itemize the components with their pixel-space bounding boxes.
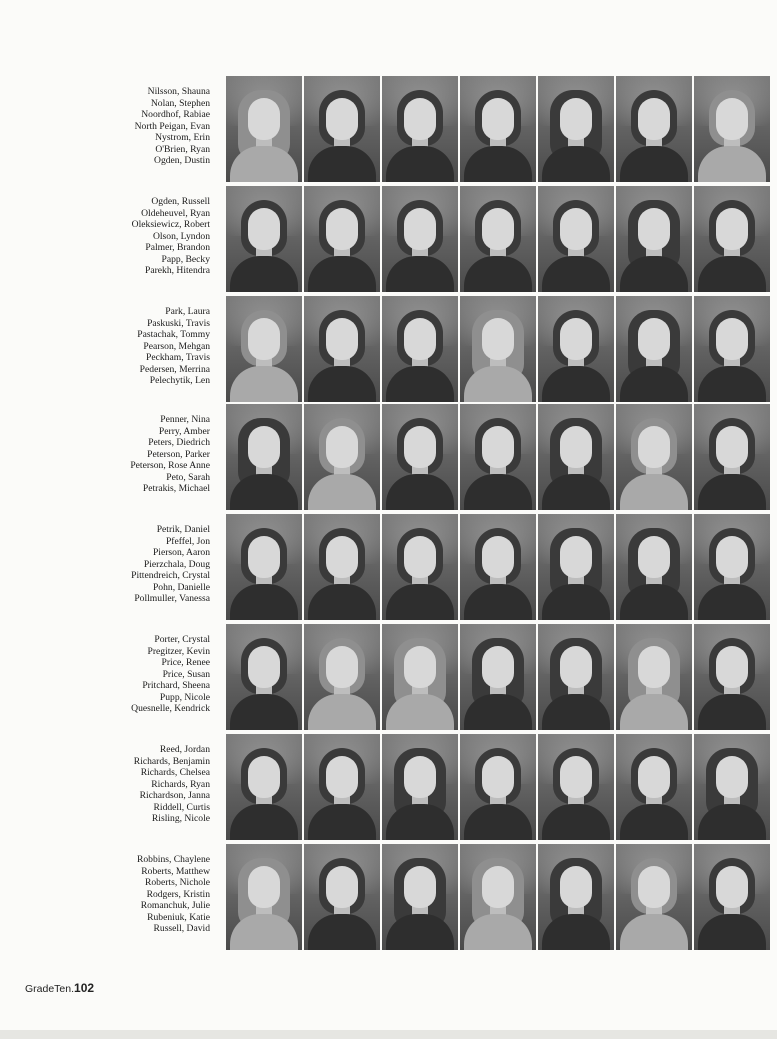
student-name: Pollmuller, Vanessa [134,593,210,604]
student-portrait [616,404,692,510]
footer-page-number: 102 [74,981,95,995]
student-portrait [304,514,380,620]
footer-section: GradeTen. [25,983,75,995]
student-portrait [460,296,536,402]
student-portrait [616,296,692,402]
student-portrait [226,404,302,510]
student-name: Olson, Lyndon [152,230,210,242]
student-portrait [616,186,692,292]
student-name: Nolan, Stephen [150,97,210,109]
page-edge [0,1030,777,1039]
student-name: Penner, Nina [160,414,210,425]
student-name: Oldeheuvel, Ryan [141,207,210,219]
student-portrait [226,76,302,182]
student-name: Richards, Ryan [151,778,210,790]
student-name: Price, Renee [161,657,210,668]
student-name: Richards, Benjamin [133,755,210,767]
student-name: Papp, Becky [161,253,210,265]
student-portrait [304,844,380,950]
student-portrait [382,296,458,402]
student-portrait [616,514,692,620]
student-name: Nystrom, Erin [155,132,210,143]
student-name: Pierson, Aaron [152,547,210,558]
student-portrait [382,514,458,620]
student-portrait [694,624,770,730]
student-portrait [226,296,302,402]
student-portrait [460,514,536,620]
student-portrait [382,76,458,182]
student-name: Noordhof, Rabiae [141,109,210,120]
student-portrait [226,734,302,840]
student-portrait [694,76,770,182]
student-name: Pierzchala, Doug [143,558,210,570]
portrait-row [0,76,777,184]
student-name: Peckham, Travis [146,352,210,363]
student-portrait [616,844,692,950]
student-name-list [40,196,210,277]
student-portrait [538,514,614,620]
student-name: Rodgers, Kristin [146,888,210,900]
portrait-row [0,514,777,622]
student-portrait [304,76,380,182]
student-name: Robbins, Chaylene [136,854,210,865]
student-name: Ogden, Dustin [154,155,210,166]
student-name: Peterson, Rose Anne [130,460,210,471]
student-portrait [616,76,692,182]
student-portrait [694,296,770,402]
student-name: Petrakis, Michael [142,483,210,494]
student-name: Petrik, Daniel [156,524,210,535]
student-portrait [694,734,770,840]
student-name-list [40,854,210,935]
student-name-list [40,634,210,715]
student-name-list [40,86,210,167]
student-name: Ogden, Russell [151,196,210,207]
student-portrait [382,734,458,840]
student-portrait [382,186,458,292]
student-portrait [460,76,536,182]
student-name-list [40,414,210,495]
student-name: Porter, Crystal [154,634,210,645]
student-portrait [304,734,380,840]
student-name: Russell, David [153,923,210,934]
student-portrait [382,844,458,950]
student-portrait [694,186,770,292]
student-portrait [538,734,614,840]
student-portrait [694,514,770,620]
student-name: Peto, Sarah [166,471,210,483]
student-name: Pastachak, Tommy [137,329,210,340]
student-portrait [304,404,380,510]
student-name-list [40,306,210,387]
student-portrait [460,844,536,950]
student-portrait [460,186,536,292]
student-portrait [304,296,380,402]
student-portrait [460,624,536,730]
student-name: Pritchard, Sheena [142,680,210,691]
student-name: Pohn, Danielle [152,581,210,593]
student-name: Pedersen, Merrina [139,363,210,375]
student-portrait [226,624,302,730]
student-portrait [460,734,536,840]
student-name: Romanchuk, Julie [140,900,210,911]
student-name: Paskuski, Travis [147,317,210,329]
student-portrait [460,404,536,510]
portrait-row [0,404,777,512]
student-name: Reed, Jordan [159,744,210,755]
student-name: Pfeffel, Jon [165,535,210,547]
student-portrait [538,624,614,730]
page-footer [25,981,94,995]
student-name: Riddell, Curtis [153,801,210,813]
student-name: Pittendreich, Crystal [131,570,210,581]
student-portrait [382,404,458,510]
student-portrait [226,844,302,950]
student-name: Quesnelle, Kendrick [131,703,210,714]
portrait-row [0,844,777,952]
student-name: North Peigan, Evan [134,120,210,132]
student-name: Nilsson, Shauna [147,86,210,97]
student-name: Roberts, Matthew [141,865,210,877]
student-portrait [538,186,614,292]
student-name: Oleksiewicz, Robert [131,219,210,230]
portrait-row [0,296,777,404]
student-name: Peterson, Parker [147,448,210,460]
student-portrait [538,404,614,510]
student-portrait [226,186,302,292]
student-name: Parekh, Hitendra [144,265,210,276]
student-name: Pelechytik, Len [149,375,210,386]
student-name: Palmer, Brandon [145,242,210,253]
student-portrait [304,624,380,730]
student-name: Risling, Nicole [151,813,210,824]
student-portrait [226,514,302,620]
student-name: Richards, Chelsea [140,767,210,778]
student-name: Peters, Diedrich [148,437,210,448]
student-portrait [616,624,692,730]
student-portrait [694,844,770,950]
student-name: Perry, Amber [158,425,210,437]
student-portrait [538,844,614,950]
student-name: Pregitzer, Kevin [147,645,210,657]
student-name: Rubeniuk, Katie [147,911,210,923]
student-portrait [382,624,458,730]
student-name: Price, Susan [162,668,210,680]
portrait-row [0,624,777,732]
student-name-list [40,524,210,605]
student-name-list [40,744,210,825]
student-portrait [616,734,692,840]
student-portrait [538,76,614,182]
student-name: O'Brien, Ryan [155,143,210,155]
student-name: Richardson, Janna [139,790,210,801]
student-name: Roberts, Nichole [144,877,210,888]
student-portrait [538,296,614,402]
student-name: Pearson, Mehgan [143,340,210,352]
student-name: Pupp, Nicole [159,691,210,703]
student-name: Park, Laura [165,306,210,317]
portrait-row [0,734,777,842]
student-portrait [694,404,770,510]
student-portrait [304,186,380,292]
portrait-row [0,186,777,294]
